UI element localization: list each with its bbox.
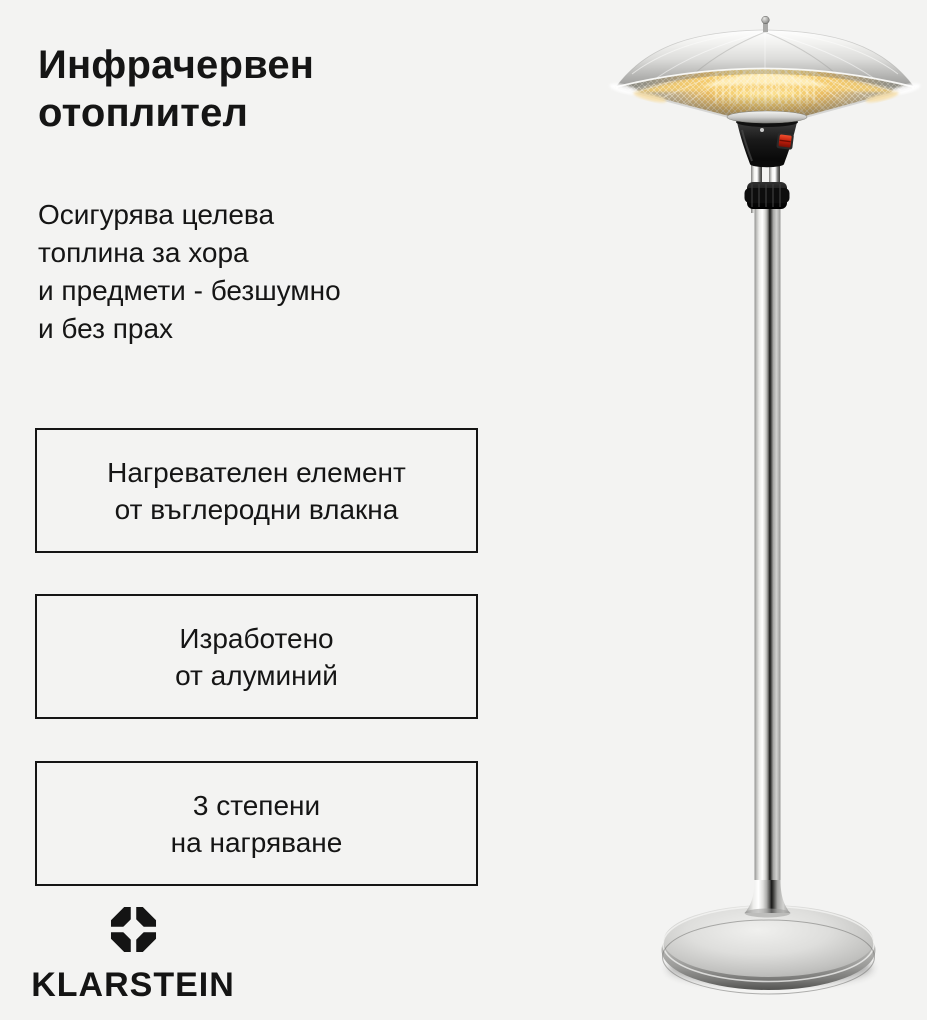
- page-title-line2: отоплител: [38, 90, 249, 135]
- dome-top-pin: [762, 16, 770, 32]
- feature-text-line1: Нагревателен елемент: [107, 456, 406, 488]
- power-switch: [776, 132, 794, 150]
- feature-box-aluminium: [35, 594, 478, 719]
- feature-text-line2: от алуминий: [175, 659, 338, 691]
- description-line: Осигурява целева: [38, 199, 275, 230]
- indicator-dot: [760, 128, 764, 132]
- heater-pole: [745, 158, 791, 918]
- feature-text-line1: 3 степени: [192, 789, 321, 821]
- brand-logo: [31, 906, 235, 1005]
- feature-text-line2: на нагряване: [170, 826, 343, 858]
- page-title-line1: Инфрачервен: [38, 42, 315, 87]
- product-description: [38, 196, 341, 348]
- description-line: топлина за хора: [38, 237, 249, 268]
- page-title: [38, 41, 314, 137]
- feature-text-line1: Изработено: [179, 622, 334, 654]
- feature-box-heat-levels: [35, 761, 478, 886]
- heater-housing: [736, 117, 798, 167]
- heater-base: [662, 905, 876, 994]
- pole-adjustment-knob: [745, 182, 790, 209]
- brand-name: KLARSTEIN: [31, 966, 235, 1004]
- description-line: и без прах: [38, 313, 174, 344]
- feature-text-line2: от въглеродни влакна: [114, 493, 399, 525]
- klarstein-logo-icon: [110, 906, 157, 953]
- feature-box-carbon-heating-element: [35, 428, 478, 553]
- description-line: и предмети - безшумно: [38, 275, 341, 306]
